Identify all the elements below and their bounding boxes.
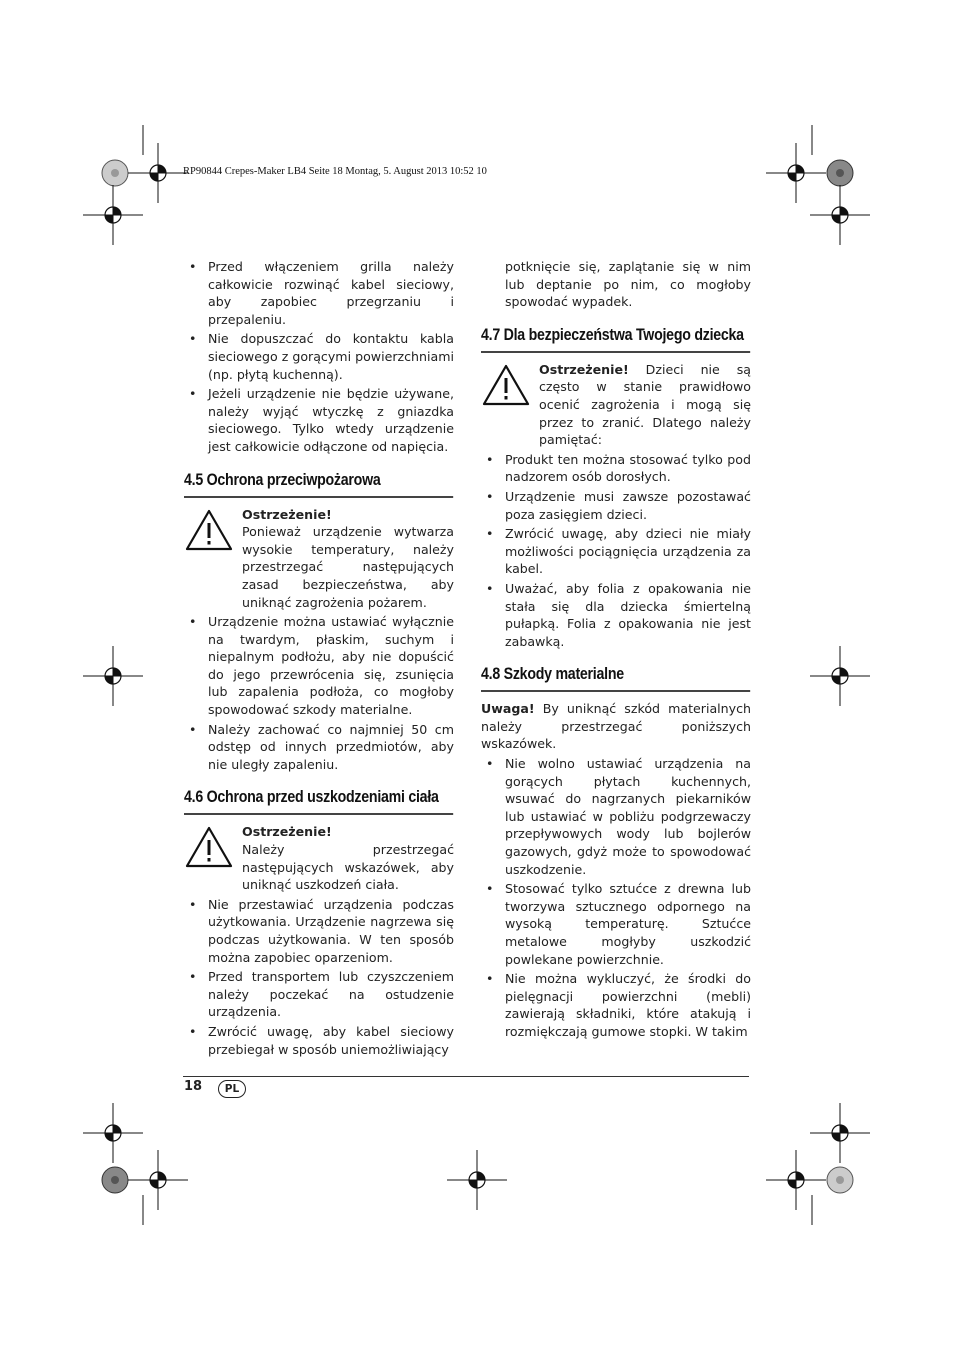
warning-block [184, 823, 454, 893]
language-badge: PL [218, 1080, 246, 1098]
note-text: By uniknąć szkód materialnych należy przestrzegać poniższych wskazówek. [481, 701, 751, 752]
list-item: • Zwrócić uwagę, aby kabel sieciowy przebiegał w sposób uniemożliwiający [184, 1023, 454, 1058]
list-item: • Nie dopuszczać do kontaktu kabla sieciowego z gorącymi powierzchniami (np. płytą kuchenną). [184, 330, 454, 383]
list-item: • Uważać, aby folia z opakowania nie stała się dla dziecka śmiertelną pułapką. Folia z opakowania nie jest zabawką. [481, 580, 751, 650]
right-column [481, 258, 751, 1043]
warning-label: Ostrzeżenie! [242, 824, 332, 840]
bullet-list [481, 451, 751, 651]
warning-icon [184, 823, 234, 893]
section-title-4-8: 4.8 Szkody materialne [481, 664, 750, 692]
warning-block [184, 506, 454, 612]
continuation-text: potknięcie się, zaplątanie się w nim lub deptanie po nim, co mogłoby spowodać wypadek. [505, 259, 751, 310]
warning-icon [481, 361, 531, 449]
list-item: • Nie wolno ustawiać urządzenia na gorących płytach kuchennych, wsuwać do nagrzanych piekarników lub ustawiać w pobliżu podgrzewaczy przepływowych wody lub bojlerów gazowych, gdyż może to spowodować uszkodzenie. [481, 755, 751, 878]
warning-text: Należy przestrzegać następujących wskazówek, aby uniknąć uszkodzeń ciała. [242, 842, 454, 893]
warning-label: Ostrzeżenie! [242, 506, 332, 522]
list-item: • Produkt ten można stosować tylko pod nadzorem osób dorosłych. [481, 451, 751, 486]
page-number: 18 [184, 1079, 203, 1094]
list-item: • Zwrócić uwagę, aby dzieci nie miały możliwości pociągnięcia urządzenia za kabel. [481, 525, 751, 578]
section-title-4-6: 4.6 Ochrona przed uszkodzeniami ciała [184, 787, 453, 815]
intro-bullet-list [184, 258, 454, 456]
list-item: • Należy zachować co najmniej 50 cm odstęp od innych przedmiotów, aby nie uległy zapaleniu. [184, 721, 454, 774]
left-column [184, 258, 454, 1060]
list-item: • Nie można wykluczyć, że środki do pielęgnacji powierzchni (mebli) zawierają składniki, które atakują i rozmiękczają gumowe stopki. W takim [481, 970, 751, 1040]
list-item: • Urządzenie musi zawsze pozostawać poza zasięgiem dzieci. [481, 488, 751, 523]
section-title-text: 4.7 Dla bezpieczeństwa Twojego dziecka [481, 325, 744, 344]
section-title-4-7 [481, 325, 750, 353]
note-label: Uwaga! [481, 701, 535, 717]
section-title-4-5: 4.5 Ochrona przeciwpożarowa [184, 470, 453, 498]
list-item: • Urządzenie można ustawiać wyłącznie na twardym, płaskim, suchym i niepalnym podłożu, aby nie dopuścić do jego przewrócenia się, zsunięcia lub zapalenia podłoża, co mogłoby spowodować szkody materialne. [184, 613, 454, 719]
warning-icon [184, 506, 234, 612]
list-item: • Nie przestawiać urządzenia podczas użytkowania. Urządzenie nagrzewa się podczas użytkowania. W ten sposób można zapobiec oparzeniom. [184, 896, 454, 966]
warning-text: Ponieważ urządzenie wytwarza wysokie temperatury, należy przestrzegać następujących zasad bezpieczeństwa, aby uniknąć zagrożenia pożarem. [242, 524, 454, 610]
list-item: • Stosować tylko sztućce z drewna lub tworzywa sztucznego odpornego na wysoką temperaturę. Sztućce metalowe mogłyby uszkodzić powlekane powierzchnie. [481, 880, 751, 968]
warning-text: Dzieci nie są często w stanie prawidłowo ocenić zagrożenia i mogą się przez to zranić. Dlatego należy pamiętać: [539, 361, 751, 448]
bullet-list [184, 613, 454, 773]
list-item: • Jeżeli urządzenie nie będzie używane, należy wyjąć wtyczkę z gniazdka sieciowego. Tylko wtedy urządzenie jest całkowicie odłączone od napięcia. [184, 385, 454, 455]
warning-label: Ostrzeżenie! [539, 361, 629, 377]
warning-block [481, 361, 751, 449]
print-header: RP90844 Crepes-Maker LB4 Seite 18 Montag, 5. August 2013 10:52 10 [183, 166, 487, 177]
list-item: • Przed transportem lub czyszczeniem należy poczekać na ostudzenie urządzenia. [184, 968, 454, 1021]
bullet-list [184, 896, 454, 1058]
list-item: • Przed włączeniem grilla należy całkowicie rozwinąć kabel sieciowy, aby zapobiec przegrzaniu i przepaleniu. [184, 258, 454, 328]
bullet-list [481, 755, 751, 1041]
footer-rule [183, 1076, 749, 1077]
note-paragraph [481, 700, 751, 753]
